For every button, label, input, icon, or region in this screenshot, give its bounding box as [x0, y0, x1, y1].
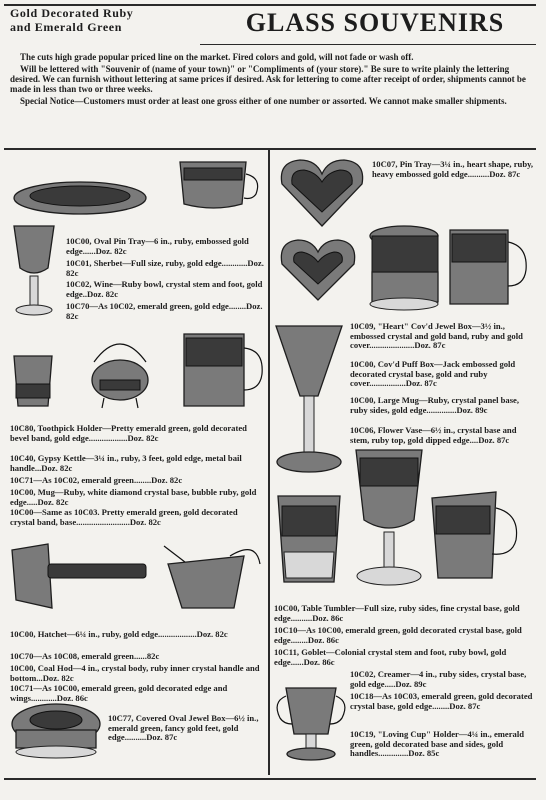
puff-box-image [366, 222, 444, 312]
wine-glass-image [10, 224, 60, 319]
item-table-tumbler-emerald: 10C10—As 10C00, emerald green, gold decorated crystal base, gold edge........Doz. 86c [274, 625, 522, 645]
column-divider [268, 150, 270, 775]
item-heart-jewel-box: 10C09, "Heart" Cov'd Jewel Box—3½ in., embossed crystal and gold band, ruby and gold cover.....................Doz. 87c [350, 321, 523, 350]
toothpick-holder-image [10, 354, 58, 412]
intro-paragraph-2: Will be lettered with "Souvenir of (name of your town)" or "Compliments of (your store)." Be sure to write plainly the lettering desired. We can furnish without lettering at same prices if desired. Ask for lettering to come after receipt of order, shipments cannot be made in less than two or three weeks. [10, 64, 526, 94]
mug-image [180, 330, 266, 414]
item-large-mug: 10C00, Large Mug—Ruby, crystal panel base, ruby sides, gold edge..............Doz. 89c [350, 395, 520, 415]
creamer-image [428, 488, 528, 588]
item-gypsy-kettle: 10C40, Gypsy Kettle—3¼ in., ruby, 3 feet, gold edge, metal bail handle...Doz. 82c [10, 453, 242, 473]
item-puff-box: 10C00, Cov'd Puff Box—Jack embossed gold decorated crystal base, gold and ruby cover.................Doz. 87c [350, 359, 516, 388]
goblet-image [352, 446, 426, 592]
gypsy-kettle-image [86, 332, 154, 412]
item-coal-hod: 10C00, Coal Hod—4 in., crystal body, ruby inner crystal handle and bottom...Doz. 82c [10, 663, 260, 683]
item-gypsy-kettle-emerald: 10C71—As 10C02, emerald green........Doz. 82c [10, 475, 183, 485]
flower-vase-image [272, 322, 346, 478]
item-creamer: 10C02, Creamer—4 in., ruby sides, crystal base, gold edge.....Doz. 89c [350, 669, 527, 689]
item-table-tumbler: 10C00, Table Tumbler—Full size, ruby sides, fine crystal base, gold edge..........Doz. 86c [274, 603, 520, 623]
item-covered-jewel-box: 10C77, Covered Oval Jewel Box—6½ in., emerald green, fancy gold feet, gold edge..........Doz. 87c [108, 713, 259, 742]
heart-pin-tray-image [276, 156, 368, 230]
item-coal-hod-emerald: 10C71—As 10C00, emerald green, gold decorated edge and wings............Doz. 86c [10, 683, 228, 703]
intro-paragraph-1: The cuts high grade popular priced line on the market. Fired colors and gold, will not fade or wash off. [20, 52, 414, 62]
heart-jewel-box-image [276, 236, 360, 308]
header-subtitle-line1: Gold Decorated Ruby [10, 6, 134, 20]
header-subtitle-line2: and Emerald Green [10, 20, 122, 34]
top-rule [4, 4, 536, 6]
item-toothpick-holder: 10C80, Toothpick Holder—Pretty emerald green, gold decorated bevel band, gold edge..................Doz. 82c [10, 423, 247, 443]
intro-paragraph-3: Special Notice—Customers must order at least one gross either of one number or assorted. We cannot make smaller shipments. [20, 96, 507, 106]
hatchet-image [8, 540, 148, 614]
sherbet-image [176, 158, 266, 218]
table-tumbler-image [274, 492, 344, 588]
header-subtitle [10, 6, 190, 34]
item-wine-emerald: 10C70—As 10C02, emerald green, gold edge........Doz. 82c [66, 301, 263, 321]
item-flower-vase: 10C06, Flower Vase—6½ in., crystal base and stem, ruby top, gold dipped edge....Doz. 87c [350, 425, 517, 445]
page-title: GLASS SOUVENIRS [245, 8, 505, 37]
item-hatchet: 10C00, Hatchet—6¼ in., ruby, gold edge..................Doz. 82c [10, 629, 228, 639]
item-loving-cup: 10C19, "Loving Cup" Holder—4¼ in., emerald green, gold decorated base and sides, gold handles..............Doz. 85c [350, 729, 525, 758]
item-heart-pin-tray: 10C07, Pin Tray—3¼ in., heart shape, ruby, heavy embossed gold edge..........Doz. 87c [372, 159, 534, 179]
item-oval-pin-tray: 10C00, Oval Pin Tray—6 in., ruby, embossed gold edge......Doz. 82c [66, 236, 249, 256]
item-creamer-emerald: 10C18—As 10C03, emerald green, gold decorated crystal base, gold edge........Doz. 87c [350, 691, 533, 711]
oval-pin-tray-image [12, 176, 152, 226]
item-mug: 10C00, Mug—Ruby, white diamond crystal base, bubble ruby, gold edge.....Doz. 82c [10, 487, 257, 507]
jewel-box-image [8, 696, 104, 762]
loving-cup-image [276, 684, 346, 764]
coal-hod-image [160, 542, 264, 614]
item-wine: 10C02, Wine—Ruby bowl, crystal stem and foot, gold edge..Doz. 82c [66, 279, 263, 299]
title-rule [200, 44, 536, 45]
item-mug-emerald: 10C00—Same as 10C03. Pretty emerald green, gold decorated crystal band, base.........................Doz. 82c [10, 507, 238, 527]
item-sherbet: 10C01, Sherbet—Full size, ruby, gold edge............Doz. 82c [66, 258, 264, 278]
item-goblet: 10C11, Goblet—Colonial crystal stem and foot, ruby bowl, gold edge......Doz. 86c [274, 647, 507, 667]
item-hatchet-emerald: 10C70—As 10C08, emerald green......82c [10, 651, 160, 661]
large-mug-image [446, 226, 530, 312]
intro-text [10, 52, 536, 108]
